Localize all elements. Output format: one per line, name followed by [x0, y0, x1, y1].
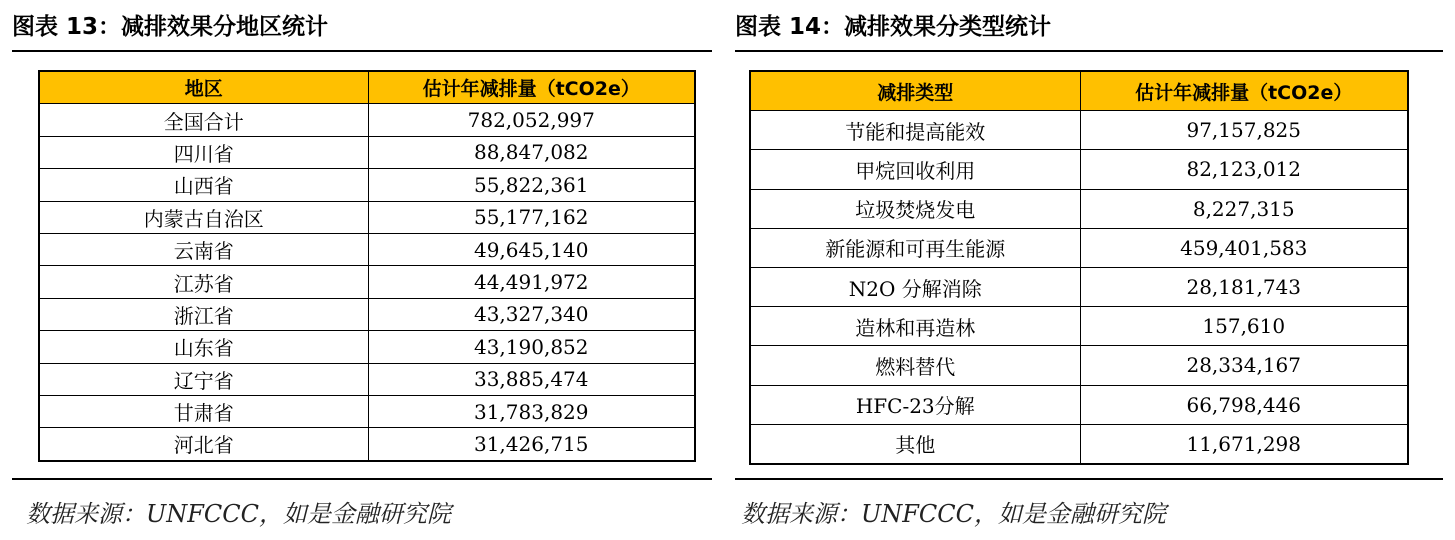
row-label-cell: 山西省 — [39, 169, 368, 201]
row-label-cell: 造林和再造林 — [750, 307, 1080, 346]
column-header-type: 减排类型 — [750, 71, 1080, 111]
row-value-cell: 459,401,583 — [1080, 228, 1408, 267]
row-label-cell: HFC-23分解 — [750, 385, 1080, 424]
column-header-region: 地区 — [39, 71, 368, 104]
row-value-cell: 43,190,852 — [368, 331, 695, 363]
table-row — [750, 424, 1408, 464]
row-label-cell: 辽宁省 — [39, 363, 368, 395]
region-table — [38, 70, 696, 462]
row-value-cell: 31,426,715 — [368, 428, 695, 461]
table-row — [39, 363, 695, 395]
row-value-cell: 43,327,340 — [368, 298, 695, 330]
row-label-cell: 其他 — [750, 424, 1080, 464]
table-row — [39, 266, 695, 298]
row-label-cell: 甲烷回收利用 — [750, 150, 1080, 189]
table-row — [750, 385, 1408, 424]
row-label-cell: 内蒙古自治区 — [39, 201, 368, 233]
row-value-cell: 157,610 — [1080, 307, 1408, 346]
table-row — [750, 307, 1408, 346]
type-table — [749, 70, 1409, 465]
table-row — [39, 428, 695, 461]
row-label-cell: 河北省 — [39, 428, 368, 461]
row-value-cell: 97,157,825 — [1080, 111, 1408, 150]
row-label-cell: 江苏省 — [39, 266, 368, 298]
region-table-body — [39, 104, 695, 461]
row-value-cell: 8,227,315 — [1080, 189, 1408, 228]
table-row — [750, 189, 1408, 228]
row-label-cell: N2O 分解消除 — [750, 267, 1080, 306]
row-label-cell: 山东省 — [39, 331, 368, 363]
row-value-cell: 55,177,162 — [368, 201, 695, 233]
row-value-cell: 66,798,446 — [1080, 385, 1408, 424]
table-row — [39, 104, 695, 136]
table-row — [39, 233, 695, 265]
row-value-cell: 11,671,298 — [1080, 424, 1408, 464]
table-row — [39, 395, 695, 427]
row-label-cell: 四川省 — [39, 136, 368, 168]
row-value-cell: 88,847,082 — [368, 136, 695, 168]
table-row — [39, 298, 695, 330]
table-row — [39, 201, 695, 233]
table-row — [750, 267, 1408, 306]
row-label-cell: 全国合计 — [39, 104, 368, 136]
row-value-cell: 44,491,972 — [368, 266, 695, 298]
row-label-cell: 燃料替代 — [750, 346, 1080, 385]
figure-13-title: 图表 13：减排效果分地区统计 — [12, 10, 712, 52]
row-value-cell: 33,885,474 — [368, 363, 695, 395]
figure-14-title: 图表 14：减排效果分类型统计 — [735, 10, 1443, 52]
figure-13-source: 数据来源：UNFCCC，如是金融研究院 — [12, 478, 712, 529]
table-row — [39, 331, 695, 363]
figure-14-source: 数据来源：UNFCCC，如是金融研究院 — [735, 478, 1443, 529]
table-header-row — [39, 71, 695, 104]
row-label-cell: 甘肃省 — [39, 395, 368, 427]
row-label-cell: 新能源和可再生能源 — [750, 228, 1080, 267]
row-value-cell: 82,123,012 — [1080, 150, 1408, 189]
table-row — [39, 169, 695, 201]
row-value-cell: 782,052,997 — [368, 104, 695, 136]
row-value-cell: 28,334,167 — [1080, 346, 1408, 385]
row-value-cell: 28,181,743 — [1080, 267, 1408, 306]
row-label-cell: 垃圾焚烧发电 — [750, 189, 1080, 228]
table-row — [750, 150, 1408, 189]
table-header-row — [750, 71, 1408, 111]
row-value-cell: 49,645,140 — [368, 233, 695, 265]
table-row — [750, 228, 1408, 267]
row-value-cell: 55,822,361 — [368, 169, 695, 201]
table-row — [39, 136, 695, 168]
row-label-cell: 浙江省 — [39, 298, 368, 330]
row-value-cell: 31,783,829 — [368, 395, 695, 427]
table-row — [750, 346, 1408, 385]
column-header-reduction: 估计年减排量（tCO2e） — [368, 71, 695, 104]
type-table-body — [750, 111, 1408, 464]
row-label-cell: 节能和提高能效 — [750, 111, 1080, 150]
table-row — [750, 111, 1408, 150]
column-header-reduction: 估计年减排量（tCO2e） — [1080, 71, 1408, 111]
row-label-cell: 云南省 — [39, 233, 368, 265]
